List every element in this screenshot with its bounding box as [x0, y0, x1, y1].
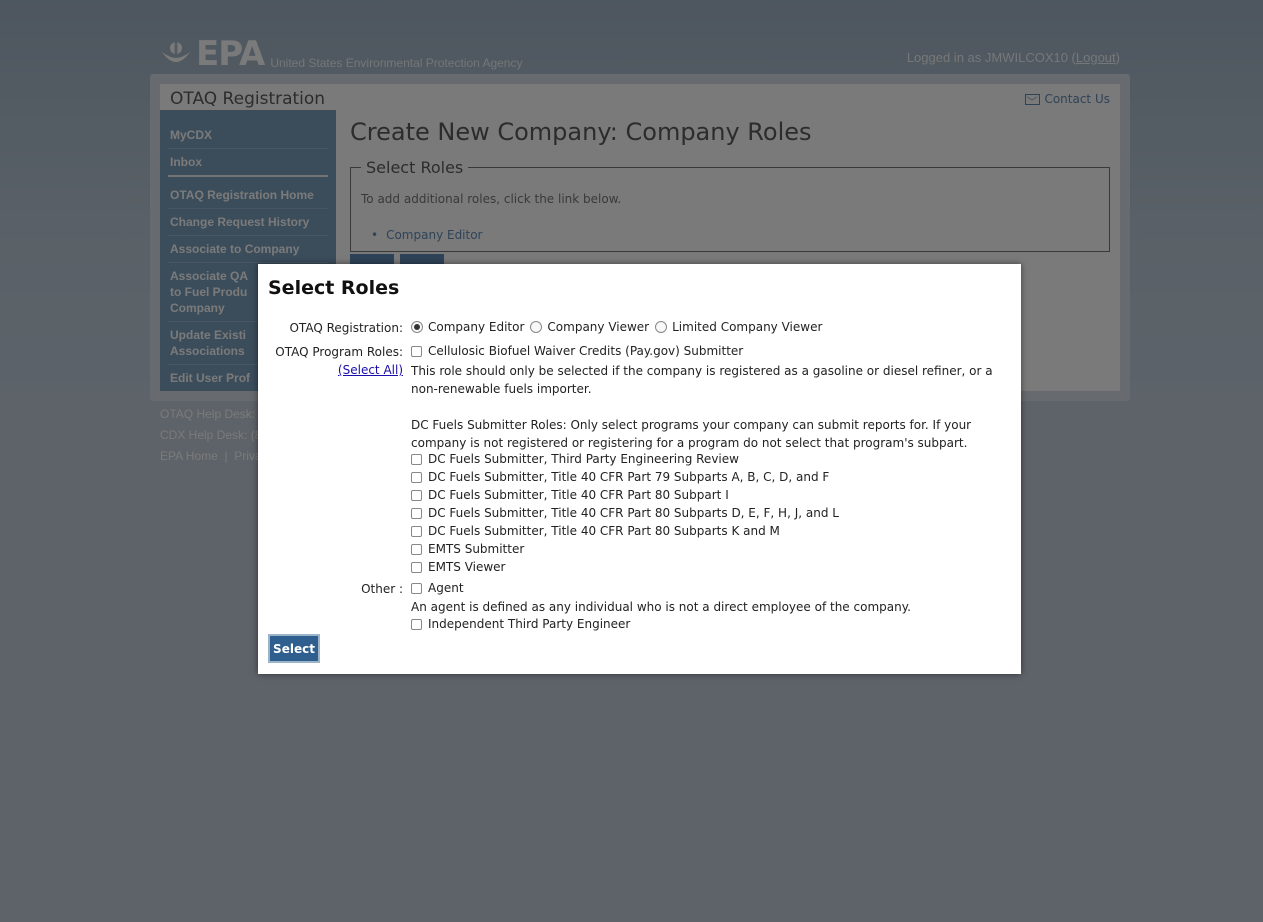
checkbox[interactable]	[411, 490, 422, 501]
otaq-registration-label: OTAQ Registration:	[289, 321, 403, 335]
checkbox-label: EMTS Viewer	[428, 560, 506, 574]
emts-submitter-role[interactable]	[411, 542, 524, 556]
dc-fuels-note: DC Fuels Submitter Roles: Only select programs your company can submit reports for. If your company is not registered or registering for a program do not select that program's subpart.	[411, 418, 972, 450]
agent-note: An agent is defined as any individual who is not a direct employee of the company.	[411, 600, 911, 614]
program-roles-label: OTAQ Program Roles:	[275, 345, 403, 359]
radio-label: Limited Company Viewer	[672, 320, 823, 334]
checkbox[interactable]	[411, 544, 422, 555]
cellulosic-role[interactable]	[411, 344, 743, 358]
checkbox-label: DC Fuels Submitter, Title 40 CFR Part 80 Subpart I	[428, 488, 729, 502]
checkbox[interactable]	[411, 508, 422, 519]
checkbox-label: EMTS Submitter	[428, 542, 525, 556]
checkbox[interactable]	[411, 346, 422, 357]
dc-role-part80-subpart-i[interactable]	[411, 488, 729, 502]
dc-role-part80-subparts-km[interactable]	[411, 524, 780, 538]
emts-viewer-role[interactable]	[411, 560, 506, 574]
radio-button[interactable]	[411, 321, 423, 333]
radio-limited-company-viewer[interactable]	[655, 320, 822, 334]
dc-role-third-party-review[interactable]	[411, 452, 739, 466]
checkbox-label: DC Fuels Submitter, Title 40 CFR Part 79 Subparts A, B, C, D, and F	[428, 470, 830, 484]
dc-role-part80-subparts-defhjl[interactable]	[411, 506, 839, 520]
radio-button[interactable]	[530, 321, 542, 333]
checkbox-label: DC Fuels Submitter, Title 40 CFR Part 80 Subparts D, E, F, H, J, and L	[428, 506, 839, 520]
checkbox-label: Agent	[428, 581, 464, 595]
radio-company-editor[interactable]	[411, 320, 524, 334]
radio-button[interactable]	[655, 321, 667, 333]
dialog-title: Select Roles	[268, 277, 400, 299]
radio-label: Company Viewer	[547, 320, 650, 334]
checkbox-label: DC Fuels Submitter, Third Party Engineering Review	[428, 452, 739, 466]
agent-role[interactable]	[411, 581, 464, 595]
select-all-link[interactable]: (Select All)	[337, 363, 403, 377]
otaq-registration-radios	[411, 320, 828, 334]
other-label: Other :	[361, 582, 403, 596]
select-roles-dialog	[258, 264, 1021, 674]
checkbox[interactable]	[411, 454, 422, 465]
cellulosic-note: This role should only be selected if the company is registered as a gasoline or diesel refiner, or a non-renewable fuels importer.	[411, 364, 993, 396]
radio-company-viewer[interactable]	[530, 320, 649, 334]
radio-label: Company Editor	[428, 320, 525, 334]
checkbox[interactable]	[411, 526, 422, 537]
independent-engineer-role[interactable]	[411, 617, 630, 631]
checkbox[interactable]	[411, 472, 422, 483]
checkbox-label: Independent Third Party Engineer	[428, 617, 631, 631]
checkbox[interactable]	[411, 562, 422, 573]
checkbox[interactable]	[411, 619, 422, 630]
select-all-wrap	[338, 363, 403, 377]
checkbox-label: DC Fuels Submitter, Title 40 CFR Part 80 Subparts K and M	[428, 524, 780, 538]
checkbox-label: Cellulosic Biofuel Waiver Credits (Pay.gov) Submitter	[428, 344, 744, 358]
select-button[interactable]: Select	[268, 634, 320, 663]
dc-role-part79[interactable]	[411, 470, 829, 484]
checkbox[interactable]	[411, 583, 422, 594]
